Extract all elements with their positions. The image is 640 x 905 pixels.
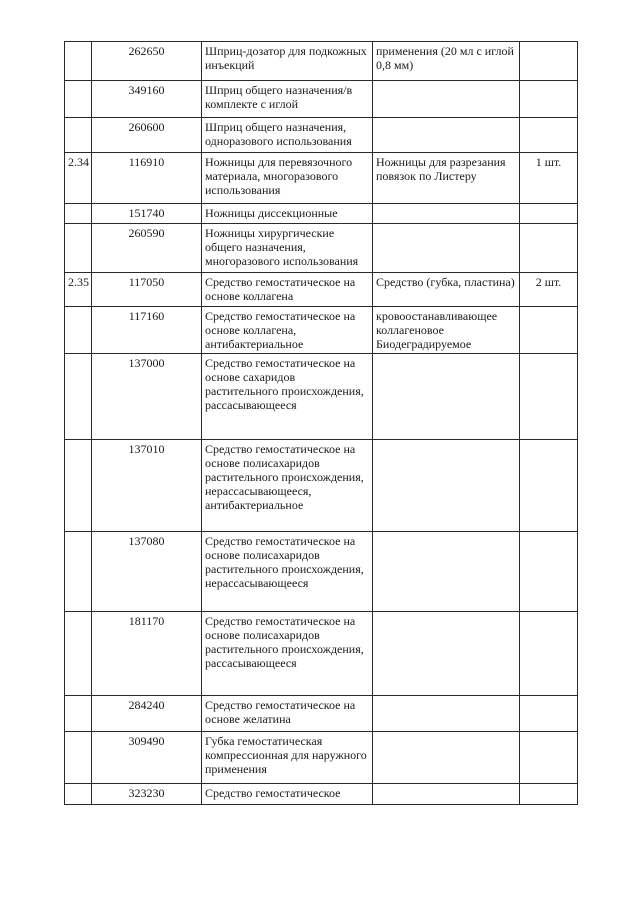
description-cell: Ножницы для разрезания повязок по Листеру: [373, 153, 520, 204]
description-cell: кровоостанавливающее коллагеновое Биодеградируемое: [373, 307, 520, 354]
description-cell: [373, 732, 520, 784]
product-code-cell: 349160: [92, 81, 202, 118]
product-name-cell: Средство гемостатическое на основе полисахаридов растительного происхождения, рассасывающееся: [202, 612, 373, 696]
table-row: [65, 307, 578, 354]
row-number-cell: [65, 118, 92, 153]
row-number-cell: 2.35: [65, 273, 92, 307]
product-code-cell: 309490: [92, 732, 202, 784]
table-row: [65, 784, 578, 805]
equipment-table: [64, 41, 578, 805]
description-cell: [373, 784, 520, 805]
description-cell: [373, 204, 520, 224]
table-row: [65, 153, 578, 204]
product-name-cell: Губка гемостатическая компрессионная для наружного применения: [202, 732, 373, 784]
description-cell: [373, 532, 520, 612]
quantity-cell: [520, 784, 578, 805]
quantity-cell: [520, 696, 578, 732]
product-code-cell: 323230: [92, 784, 202, 805]
product-name-cell: Шприц общего назначения/в комплекте с иглой: [202, 81, 373, 118]
row-number-cell: [65, 732, 92, 784]
quantity-cell: [520, 612, 578, 696]
quantity-cell: [520, 81, 578, 118]
row-number-cell: [65, 354, 92, 440]
product-code-cell: 181170: [92, 612, 202, 696]
product-code-cell: 151740: [92, 204, 202, 224]
description-cell: [373, 612, 520, 696]
row-number-cell: [65, 440, 92, 532]
product-name-cell: Средство гемостатическое на основе коллагена, антибактериальное: [202, 307, 373, 354]
table-row: [65, 118, 578, 153]
table-row: [65, 732, 578, 784]
description-cell: [373, 354, 520, 440]
product-name-cell: Средство гемостатическое на основе желатина: [202, 696, 373, 732]
table-row: [65, 224, 578, 273]
product-name-cell: Средство гемостатическое: [202, 784, 373, 805]
quantity-cell: [520, 42, 578, 81]
product-code-cell: 117050: [92, 273, 202, 307]
description-cell: Средство (губка, пластина): [373, 273, 520, 307]
product-code-cell: 262650: [92, 42, 202, 81]
product-code-cell: 116910: [92, 153, 202, 204]
product-name-cell: Средство гемостатическое на основе сахаридов растительного происхождения, рассасывающееся: [202, 354, 373, 440]
product-name-cell: Средство гемостатическое на основе полисахаридов растительного происхождения, нерассасывающееся, антибактериальное: [202, 440, 373, 532]
product-name-cell: Ножницы для перевязочного материала, многоразового использования: [202, 153, 373, 204]
quantity-cell: [520, 440, 578, 532]
quantity-cell: 1 шт.: [520, 153, 578, 204]
product-name-cell: Ножницы хирургические общего назначения, многоразового использования: [202, 224, 373, 273]
product-code-cell: 260590: [92, 224, 202, 273]
product-name-cell: Средство гемостатическое на основе полисахаридов растительного происхождения, нерассасывающееся: [202, 532, 373, 612]
description-cell: применения (20 мл с иглой 0,8 мм): [373, 42, 520, 81]
product-code-cell: 284240: [92, 696, 202, 732]
product-code-cell: 117160: [92, 307, 202, 354]
quantity-cell: [520, 204, 578, 224]
row-number-cell: 2.34: [65, 153, 92, 204]
product-name-cell: Шприц-дозатор для подкожных инъекций: [202, 42, 373, 81]
description-cell: [373, 440, 520, 532]
quantity-cell: [520, 307, 578, 354]
table-row: [65, 42, 578, 81]
row-number-cell: [65, 612, 92, 696]
table-row: [65, 696, 578, 732]
table-row: [65, 532, 578, 612]
table-row: [65, 81, 578, 118]
row-number-cell: [65, 307, 92, 354]
table-row: [65, 273, 578, 307]
row-number-cell: [65, 784, 92, 805]
row-number-cell: [65, 81, 92, 118]
product-name-cell: Ножницы диссекционные: [202, 204, 373, 224]
row-number-cell: [65, 532, 92, 612]
row-number-cell: [65, 204, 92, 224]
row-number-cell: [65, 696, 92, 732]
product-code-cell: 137080: [92, 532, 202, 612]
quantity-cell: [520, 118, 578, 153]
description-cell: [373, 118, 520, 153]
table-row: [65, 612, 578, 696]
quantity-cell: 2 шт.: [520, 273, 578, 307]
quantity-cell: [520, 224, 578, 273]
description-cell: [373, 696, 520, 732]
row-number-cell: [65, 224, 92, 273]
description-cell: [373, 81, 520, 118]
product-code-cell: 260600: [92, 118, 202, 153]
product-code-cell: 137000: [92, 354, 202, 440]
table-row: [65, 354, 578, 440]
quantity-cell: [520, 732, 578, 784]
product-name-cell: Средство гемостатическое на основе коллагена: [202, 273, 373, 307]
product-name-cell: Шприц общего назначения, одноразового использования: [202, 118, 373, 153]
quantity-cell: [520, 354, 578, 440]
quantity-cell: [520, 532, 578, 612]
table-row: [65, 204, 578, 224]
table-body: [65, 42, 578, 805]
description-cell: [373, 224, 520, 273]
table-row: [65, 440, 578, 532]
product-code-cell: 137010: [92, 440, 202, 532]
row-number-cell: [65, 42, 92, 81]
